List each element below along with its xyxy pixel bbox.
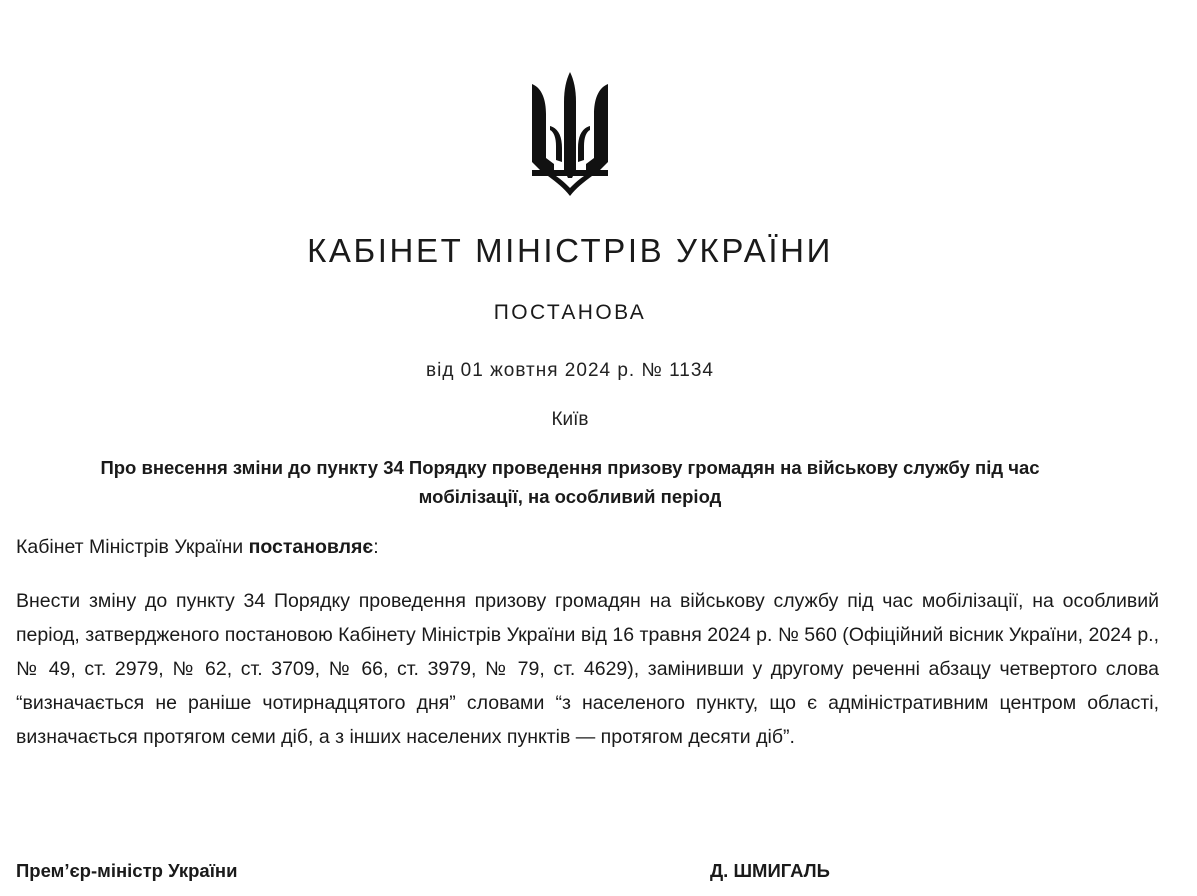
trident-icon [528,70,612,198]
preamble-suffix: : [373,536,379,558]
preamble [16,536,1166,559]
signature-position: Прем’єр-міністр України [16,860,238,881]
preamble-emphasis: постановляє [248,536,374,558]
preamble-text: Кабінет Міністрів України [16,536,249,558]
signature-name: Д. ШМИГАЛЬ [710,860,830,881]
document-city: Київ [551,409,589,430]
trident-emblem-graphic [528,70,612,198]
document-subject: Про внесення зміни до пункту 34 Порядку проведення призову громадян на військову службу під час мобілізації, на особливий період [100,457,1040,507]
organization-title: КАБІНЕТ МІНІСТРІВ УКРАЇНИ [307,232,833,269]
document-date-number: від 01 жовтня 2024 р. № 1134 [426,360,714,381]
document-type: ПОСТАНОВА [493,301,647,324]
resolution-body: Внести зміну до пункту 34 Порядку проведення призову громадян на військову службу під час мобілізації, на особливий період, затвердженого постановою Кабінету Міністрів України від 16 травня 2024 р. № 560 (Офіційний вісник України, 2024 р., № 49, ст. 2979, № 62, ст. 3709, № 66, ст. 3979, № 79, ст. 4629), замінивши у другому реченні абзацу четвертого слова “визначається не раніше чотирнадцятого дня” словами “з населеного пункту, що є адміністративним центром області, визначається протягом семи діб, а з інших населених пунктів — протягом десяти діб”. [16,590,1159,748]
